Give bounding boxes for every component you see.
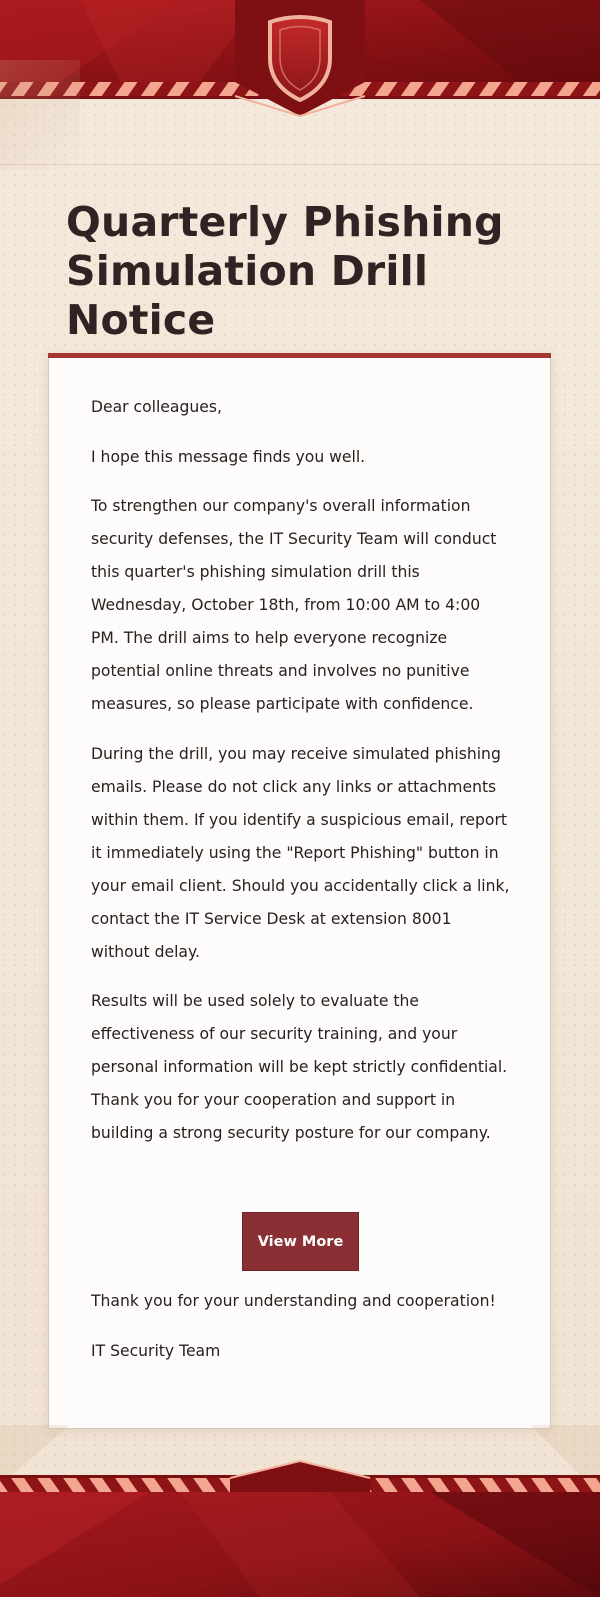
signature: IT Security Team [91, 1341, 221, 1360]
button-row [49, 1212, 552, 1271]
view-more-button[interactable]: View More [242, 1212, 359, 1271]
page-title: Quarterly Phishing Simulation Drill Notice [66, 198, 504, 344]
paragraph-results-confidentiality: Results will be used solely to evaluate the effectiveness of our security training, and your personal information will be kept strictly confidential. Thank you for your cooperation and support in building a strong security posture for our company. [91, 992, 508, 1142]
opening-line: I hope this message finds you well. [91, 447, 366, 466]
paragraph-drill-instructions: During the drill, you may receive simulated phishing emails. Please do not click any links or attachments within them. If you identify a suspicious email, report it immediately using the "Report Phishing" button in your email client. Should you accidentally click a link, contact the IT Service Desk at extension 8001 without delay. [91, 744, 510, 961]
greeting: Dear colleagues, [91, 398, 222, 416]
footer-banner [0, 1425, 600, 1597]
header-banner [0, 0, 600, 120]
footer-banner-graphic [0, 1425, 600, 1597]
message-card [48, 353, 551, 1429]
header-divider [0, 164, 600, 165]
closing-block [91, 1285, 511, 1384]
card-accent-bar [48, 353, 551, 358]
message-body [91, 391, 511, 1167]
header-banner-graphic [0, 0, 600, 120]
paragraph-drill-schedule: To strengthen our company's overall information security defenses, the IT Security Team will conduct this quarter's phishing simulation drill this Wednesday, October 18th, from 10:00 AM to 4:00 PM. The drill aims to help everyone recognize potential online threats and involves no punitive measures, so please participate with confidence. [91, 497, 497, 713]
decorative-corner [0, 60, 80, 170]
closing-line: Thank you for your understanding and cooperation! [91, 1292, 496, 1310]
